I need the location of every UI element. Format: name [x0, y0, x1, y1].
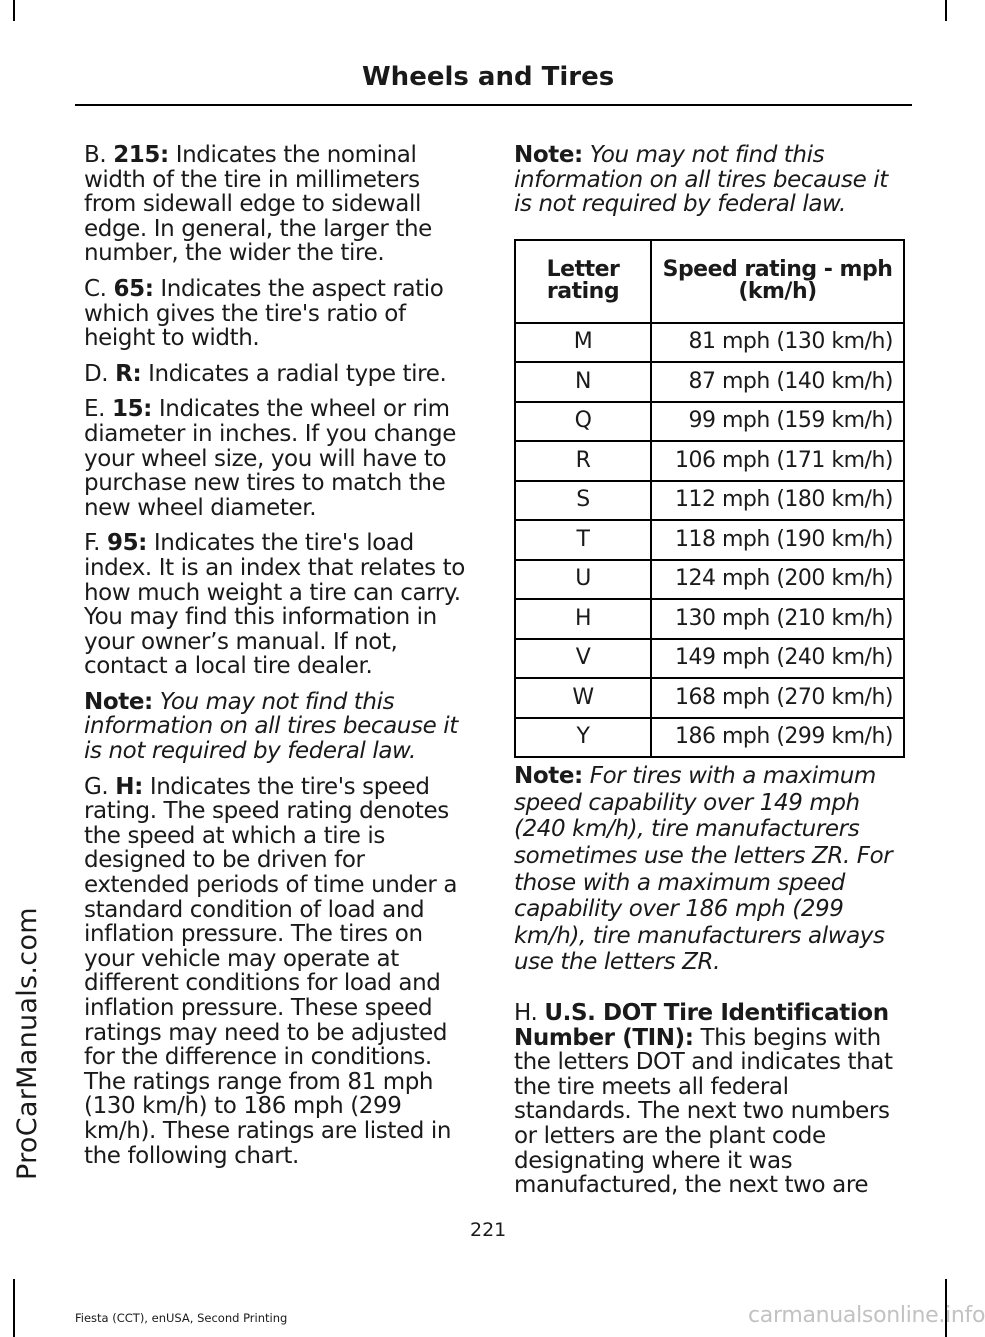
table-body [515, 323, 904, 758]
paragraph-prefix: G. [84, 773, 116, 800]
paragraph-key: 95: [106, 530, 147, 557]
note-bottom-paragraph [514, 763, 910, 976]
letter-cell: W [515, 678, 651, 718]
paragraph-item [84, 143, 476, 266]
paragraph-key: 215: [113, 142, 169, 168]
paragraph-item [84, 362, 476, 387]
paragraph-key: H: [115, 773, 143, 800]
note-label: Note: [514, 142, 583, 168]
crop-mark-top-left [13, 0, 15, 21]
letter-cell: M [515, 323, 651, 363]
letter-cell: T [515, 520, 651, 560]
paragraph-item [84, 397, 476, 520]
paragraph-text: Indicates the wheel or rim diameter in inches. If you change your wheel size, you will have to purchase new tires to match the new wheel diameter. [84, 396, 457, 521]
table-header-row [515, 240, 904, 323]
table-row [515, 323, 904, 363]
speed-rating-table [514, 239, 905, 759]
speed-cell: 186 mph (299 km/h) [651, 718, 904, 758]
paragraph-key: U.S. DOT Tire Identification Number (TIN): [514, 1000, 889, 1051]
note-text: You may not find this information on all tires because it is not required by federal law. [514, 142, 888, 218]
table-row [515, 520, 904, 560]
paragraph-prefix: D. [84, 360, 116, 387]
paragraph-text: Indicates the aspect ratio which gives the tire's ratio of height to width. [84, 275, 444, 352]
crop-mark-top-right [945, 0, 947, 21]
paragraph-prefix: C. [84, 275, 114, 302]
table-row [515, 599, 904, 639]
note-paragraph [84, 690, 476, 764]
speed-cell: 124 mph (200 km/h) [651, 560, 904, 600]
table-row [515, 560, 904, 600]
paragraph-text: Indicates the nominal width of the tire in millimeters from sidewall edge to sidewall edge. In general, the larger the number, the wider the tire. [84, 142, 432, 267]
paragraph-text: Indicates the tire's speed rating. The speed rating denotes the speed at which a tire is designed to be driven for extended periods of time under a standard condition of load and inflation pressure. The tires on your vehicle may operate at different conditions for load and inflation pressure. These speed ratings may need to be adjusted for the difference in conditions. The ratings range from 81 mph (130 km/h) to 186 mph (299 km/h). These ratings are listed in the following chart. [84, 773, 458, 1169]
table-row [515, 441, 904, 481]
paragraph-text: Indicates a radial type tire. [141, 360, 447, 387]
letter-cell: S [515, 481, 651, 521]
right-column [514, 143, 910, 1209]
table-row [515, 402, 904, 442]
paragraph-text: This begins with the letters DOT and indicates that the tire meets all federal standards. The next two numbers or letters are the plant code designating where it was manufactured, the next two are [514, 1024, 893, 1199]
table-row [515, 639, 904, 679]
speed-cell: 149 mph (240 km/h) [651, 639, 904, 679]
paragraph-text: Indicates the tire's load index. It is an index that relates to how much weight a tire can carry. You may find this information in your owner’s manual. If not, contact a local tire dealer. [84, 530, 465, 680]
speed-cell: 112 mph (180 km/h) [651, 481, 904, 521]
paragraph-h [514, 1001, 910, 1198]
letter-cell: U [515, 560, 651, 600]
paragraph-prefix: H. [514, 1000, 545, 1027]
note-text: You may not find this information on all tires because it is not required by federal law. [84, 688, 458, 765]
paragraph-g [84, 775, 476, 1169]
paragraph-prefix: E. [84, 396, 112, 423]
page-number: 221 [470, 1219, 507, 1241]
paragraph-key: 65: [113, 275, 154, 302]
letter-cell: Q [515, 402, 651, 442]
note-top-paragraph [514, 143, 910, 217]
header-divider [75, 104, 912, 106]
note-label: Note: [514, 763, 583, 790]
paragraph-prefix: F. [84, 530, 107, 557]
table-row [515, 718, 904, 758]
table-row [515, 481, 904, 521]
paragraph-key: R: [115, 360, 142, 387]
letter-cell: V [515, 639, 651, 679]
speed-cell: 130 mph (210 km/h) [651, 599, 904, 639]
letter-rating-header: Letter rating [515, 240, 651, 323]
paragraph-prefix: B. [84, 142, 114, 168]
paragraph-item [84, 277, 476, 351]
speed-cell: 81 mph (130 km/h) [651, 323, 904, 363]
letter-cell: Y [515, 718, 651, 758]
left-column [84, 143, 476, 1179]
letter-cell: H [515, 599, 651, 639]
paragraph-item [84, 531, 476, 679]
left-paragraphs [84, 143, 476, 679]
letter-cell: N [515, 362, 651, 402]
table-row [515, 362, 904, 402]
note-text: For tires with a maximum speed capability over 149 mph (240 km/h), tire manufacturers sometimes use the letters ZR. For those with a maximum speed capability over 186 mph (299 km/h), tire manufacturers always use the letters ZR. [514, 763, 893, 976]
speed-rating-header: Speed rating - mph (km/h) [651, 240, 904, 323]
paragraph-key: 15: [111, 396, 152, 423]
speed-cell: 106 mph (171 km/h) [651, 441, 904, 481]
speed-cell: 168 mph (270 km/h) [651, 678, 904, 718]
table-row [515, 678, 904, 718]
speed-cell: 87 mph (140 km/h) [651, 362, 904, 402]
note-label: Note: [84, 688, 153, 715]
letter-cell: R [515, 441, 651, 481]
crop-mark-bottom-left [13, 1279, 15, 1337]
speed-cell: 118 mph (190 km/h) [651, 520, 904, 560]
side-watermark: ProCarManuals.com [12, 907, 43, 1180]
page-title: Wheels and Tires [362, 62, 615, 92]
speed-cell: 99 mph (159 km/h) [651, 402, 904, 442]
footer-watermark: carmanualsonline.info [748, 1303, 985, 1328]
edition-footer: Fiesta (CCT), enUSA, Second Printing [75, 1311, 288, 1325]
